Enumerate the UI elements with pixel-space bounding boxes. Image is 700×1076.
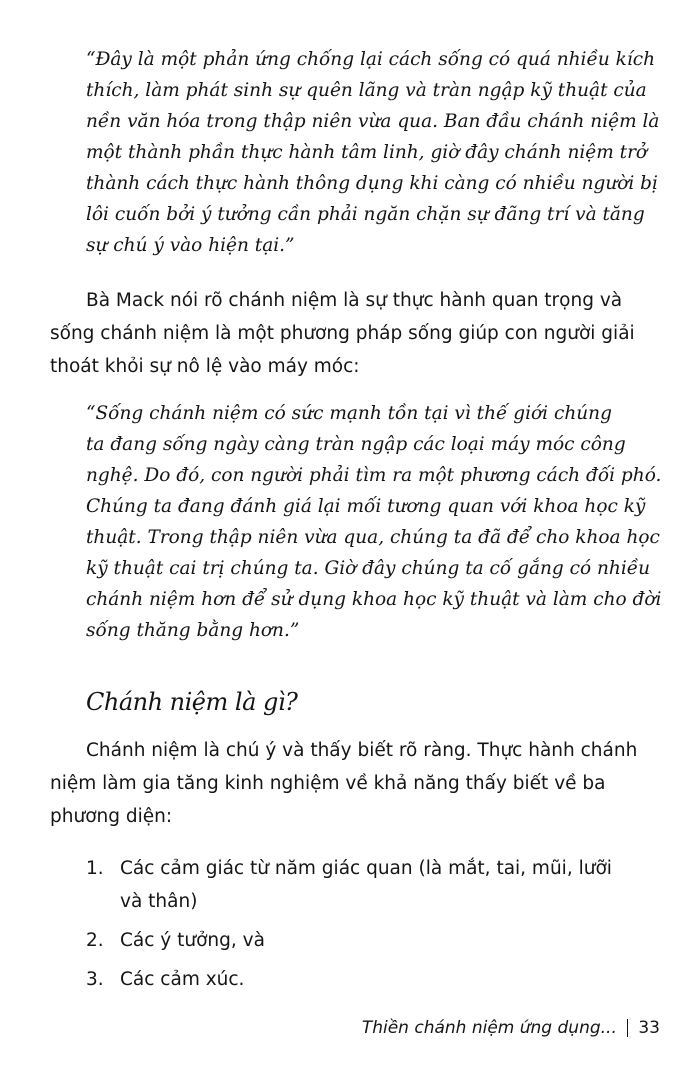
paragraph-line: Bà Mack nói rõ chánh niệm là sự thực hành quan trọng và bbox=[86, 290, 623, 311]
running-title: Thiền chánh niệm ứng dụng... bbox=[361, 1018, 617, 1038]
quote-line: chánh niệm hơn để sử dụng khoa học kỹ thuật và làm cho đời bbox=[86, 589, 662, 610]
quote-line: lôi cuốn bởi ý tưởng cần phải ngăn chặn sự đãng trí và tăng bbox=[86, 204, 645, 225]
list-item bbox=[86, 963, 656, 996]
quote-line: thuật. Trong thập niên vừa qua, chúng ta đã để cho khoa học bbox=[86, 527, 660, 548]
list-item-text: và thân) bbox=[120, 891, 198, 912]
quote-line: “Đây là một phản ứng chống lại cách sống có quá nhiều kích bbox=[86, 49, 656, 70]
quote-block-2 bbox=[86, 398, 662, 646]
quote-block-1 bbox=[86, 44, 660, 261]
quote-line: nghệ. Do đó, con người phải tìm ra một phương cách đối phó. bbox=[86, 465, 662, 486]
list-number: 1. bbox=[86, 858, 104, 879]
quote-line: một thành phần thực hành tâm linh, giờ đây chánh niệm trở bbox=[86, 142, 648, 163]
numbered-list bbox=[86, 852, 656, 996]
list-item bbox=[86, 924, 656, 957]
quote-line: nền văn hóa trong thập niên vừa qua. Ban đầu chánh niệm là bbox=[86, 111, 660, 132]
paragraph-1 bbox=[50, 284, 650, 383]
list-item bbox=[86, 852, 656, 918]
quote-line: thành cách thực hành thông dụng khi càng có nhiều người bị bbox=[86, 173, 658, 194]
list-item-text: Các cảm xúc. bbox=[120, 969, 245, 990]
quote-line: “Sống chánh niệm có sức mạnh tồn tại vì thế giới chúng bbox=[86, 403, 612, 424]
list-number: 3. bbox=[86, 969, 104, 990]
page-number: 33 bbox=[638, 1018, 660, 1038]
list-number: 2. bbox=[86, 930, 104, 951]
quote-line: sống thăng bằng hơn.” bbox=[86, 620, 300, 641]
paragraph-line: phương diện: bbox=[50, 806, 173, 827]
paragraph-2 bbox=[50, 734, 650, 833]
quote-line: thích, làm phát sinh sự quên lãng và tràn ngập kỹ thuật của bbox=[86, 80, 647, 101]
paragraph-line: Chánh niệm là chú ý và thấy biết rõ ràng. Thực hành chánh bbox=[86, 740, 638, 761]
list-item-text: Các cảm giác từ năm giác quan (là mắt, tai, mũi, lưỡi bbox=[120, 858, 612, 879]
quote-line: Chúng ta đang đánh giá lại mối tương quan với khoa học kỹ bbox=[86, 496, 646, 517]
paragraph-line: sống chánh niệm là một phương pháp sống giúp con người giải bbox=[50, 323, 635, 344]
paragraph-line: thoát khỏi sự nô lệ vào máy móc: bbox=[50, 356, 360, 377]
paragraph-line: niệm làm gia tăng kinh nghiệm về khả năng thấy biết về ba bbox=[50, 773, 606, 794]
page-footer bbox=[362, 1018, 660, 1038]
quote-line: ta đang sống ngày càng tràn ngập các loại máy móc công bbox=[86, 434, 626, 455]
quote-line: kỹ thuật cai trị chúng ta. Giờ đây chúng ta cố gắng có nhiều bbox=[86, 558, 651, 579]
section-heading: Chánh niệm là gì? bbox=[86, 688, 298, 716]
footer-divider bbox=[627, 1019, 629, 1037]
quote-line: sự chú ý vào hiện tại.” bbox=[86, 235, 295, 256]
list-item-text: Các ý tưởng, và bbox=[120, 930, 265, 951]
